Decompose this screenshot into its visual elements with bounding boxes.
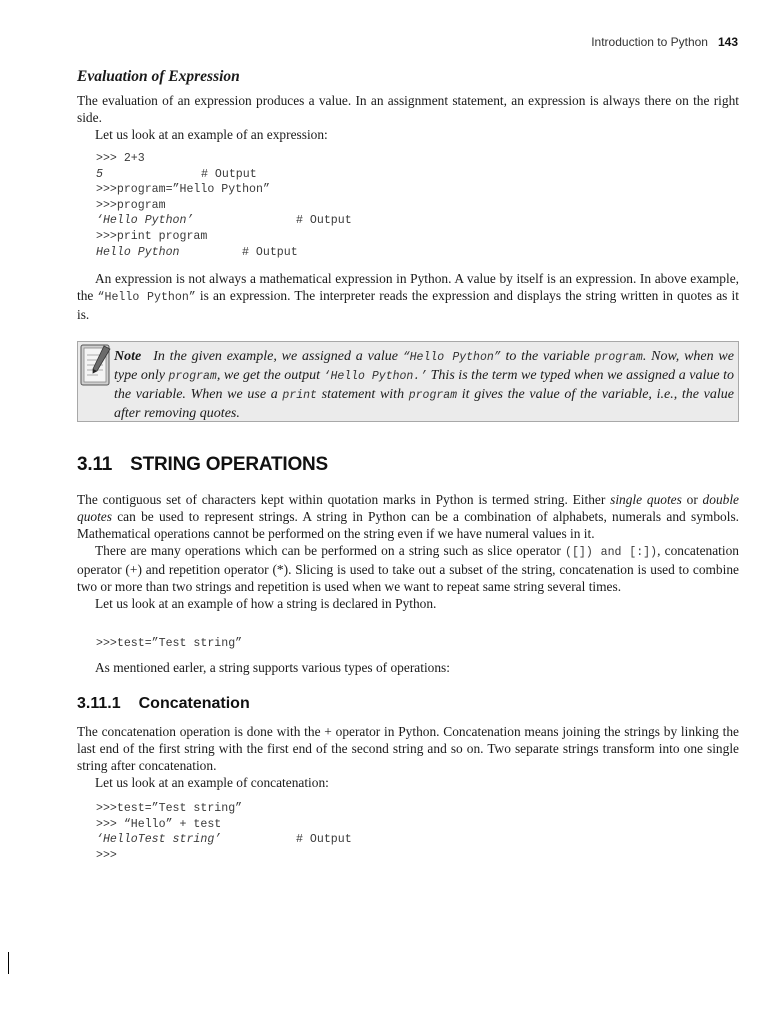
concatenation-paragraph-2: Let us look at an example of concatenation: bbox=[95, 775, 329, 790]
subsection-heading bbox=[77, 695, 250, 713]
emphasis: single quotes bbox=[610, 492, 682, 507]
operations-intro: As mentioned earler, a string supports various types of operations: bbox=[95, 660, 450, 675]
code-line: >>>test=”Test string” bbox=[96, 637, 243, 650]
code-output-value: Hello Python bbox=[96, 245, 180, 259]
text-run: An expression is not always a mathematical expression in Python. A value by itself is an expression. In above example, the bbox=[77, 271, 739, 303]
text-run: This is the term we typed when we assigned a value to the variable. When we use a bbox=[114, 368, 734, 402]
text-run: is an expression. The interpreter reads the expression and displays the string written in quotes as it is. bbox=[77, 288, 739, 322]
subsection-title: Concatenation bbox=[138, 695, 250, 712]
code-comment: # Output bbox=[201, 167, 257, 181]
evaluation-paragraph-1: The evaluation of an expression produces a value. In an assignment statement, an expression is always there on the right side. bbox=[77, 93, 739, 125]
section-heading bbox=[77, 454, 328, 476]
code-comment: # Output bbox=[296, 833, 352, 847]
code-output-value: 5 bbox=[96, 167, 103, 181]
running-head-title: Introduction to Python bbox=[591, 35, 708, 49]
note-text bbox=[114, 348, 734, 423]
string-declaration-code bbox=[96, 636, 242, 652]
inline-code: “Hello Python” bbox=[402, 351, 501, 364]
code-comment: # Output bbox=[296, 214, 352, 228]
inline-code: ([]) and [:]) bbox=[565, 546, 658, 559]
code-line: >>>test=”Test string” bbox=[96, 802, 243, 815]
inline-code: program bbox=[408, 389, 458, 402]
code-line bbox=[96, 245, 352, 261]
code-line: >>> bbox=[96, 848, 117, 862]
inline-code: ‘Hello Python.’ bbox=[323, 370, 428, 383]
inline-code: print bbox=[282, 389, 317, 402]
code-comment: # Output bbox=[242, 245, 298, 259]
code-line: >>>program bbox=[96, 198, 166, 212]
code-output-value: ‘HelloTest string’ bbox=[96, 833, 222, 847]
text-run: can be used to represent strings. A string in Python can be a combination of alphabets, numerals and symbols. Mathematical operations cannot be performed on the string even if we have numeral values in it. bbox=[77, 509, 739, 541]
text-run: , concatenation operator (+) and repetition operator (*). Slicing is used to take out a subset of the string, concatenation is used to combine two or more than two strings and repetition is used when we want to repeat same string several times. bbox=[77, 543, 739, 594]
text-run: to the variable bbox=[500, 349, 595, 364]
inline-code: program bbox=[594, 351, 643, 364]
text-run: or bbox=[681, 492, 703, 507]
running-head bbox=[591, 35, 738, 49]
inline-code: program bbox=[168, 370, 217, 383]
code-line: >>>program=”Hello Python” bbox=[96, 183, 270, 197]
text-run: it gives the value of the variable, i.e., the value after removing quotes. bbox=[114, 387, 734, 421]
evaluation-code-block bbox=[96, 151, 352, 260]
concatenation-paragraph-1: The concatenation operation is done with the + operator in Python. Concatenation means joining the strings by linking the last end of the first string with the first end of the second string and so on. Two separate strings transform into one single string after concatenation. bbox=[77, 724, 739, 773]
margin-mark bbox=[8, 952, 9, 974]
code-line: >>> 2+3 bbox=[96, 152, 145, 165]
evaluation-body bbox=[77, 92, 739, 143]
evaluation-heading: Evaluation of Expression bbox=[77, 68, 240, 85]
code-line: >>>print program bbox=[96, 229, 208, 243]
code-line: >>> “Hello” + test bbox=[96, 817, 222, 831]
expression-paragraph bbox=[77, 270, 739, 323]
text-run: There are many operations which can be performed on a string such as slice operator bbox=[95, 543, 566, 558]
note-label: Note bbox=[114, 349, 142, 364]
concatenation-code-block bbox=[96, 801, 352, 863]
text-run: The contiguous set of characters kept within quotation marks in Python is termed string. Either bbox=[77, 492, 611, 507]
text-run: In the given example, we assigned a value bbox=[153, 349, 403, 364]
section-number: 3.11 bbox=[77, 454, 113, 475]
concatenation-body bbox=[77, 723, 739, 791]
text-run: statement with bbox=[316, 387, 409, 402]
code-line bbox=[96, 832, 352, 848]
code-line bbox=[96, 167, 352, 183]
notepad-pencil-icon bbox=[80, 343, 112, 387]
code-line bbox=[96, 213, 352, 229]
text-run: . Now, when we type only bbox=[114, 349, 734, 383]
strings-paragraph-1 bbox=[77, 491, 739, 542]
page-number: 143 bbox=[717, 35, 738, 49]
evaluation-paragraph-2: Let us look at an example of an expression: bbox=[95, 127, 328, 142]
subsection-number: 3.11.1 bbox=[77, 695, 121, 712]
inline-code: “Hello Python” bbox=[97, 291, 196, 304]
note-box bbox=[77, 341, 739, 422]
emphasis: double quotes bbox=[77, 492, 739, 524]
section-title: STRING OPERATIONS bbox=[130, 454, 329, 475]
strings-paragraph-2 bbox=[77, 542, 739, 595]
strings-paragraph-3: Let us look at an example of how a string is declared in Python. bbox=[95, 596, 437, 611]
text-run: , we get the output bbox=[216, 368, 324, 383]
string-operations-body bbox=[77, 491, 739, 612]
code-output-value: ‘Hello Python’ bbox=[96, 214, 194, 228]
